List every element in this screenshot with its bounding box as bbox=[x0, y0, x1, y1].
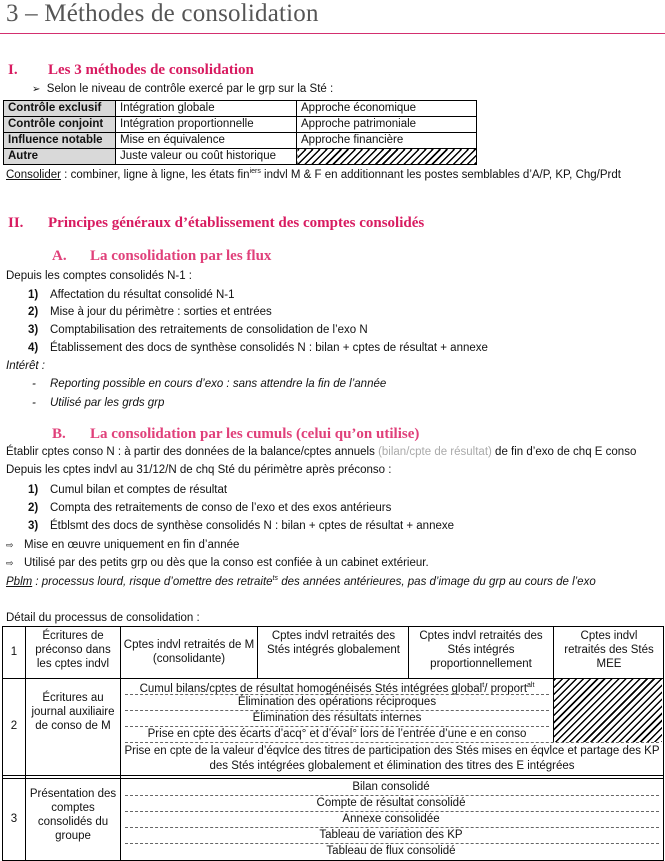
hatched-cell bbox=[554, 679, 662, 742]
list-text: Utilisé par des petits grp ou dès que la conso est confiée à un cabinet extérieur. bbox=[24, 557, 429, 569]
approach-cell: Approche économique bbox=[297, 101, 477, 117]
row-divider bbox=[3, 775, 663, 776]
arrow-bullet-icon: ➢ bbox=[32, 84, 41, 95]
pblm-sup: ts bbox=[272, 575, 278, 582]
pblm-line bbox=[6, 575, 596, 588]
list-number: 2) bbox=[28, 306, 39, 318]
section-1-bullet bbox=[32, 83, 333, 95]
header-mother: Cptes indvl retraités de M (consolidante) bbox=[123, 639, 255, 665]
list-item bbox=[28, 484, 227, 496]
list-item bbox=[6, 539, 239, 551]
subsection-a-title: La consolidation par les flux bbox=[90, 248, 272, 264]
header-mee: Cptes indvl retraités des Stés MEE bbox=[564, 630, 654, 670]
col-divider bbox=[408, 627, 409, 678]
row2-sup: t bbox=[482, 682, 485, 689]
list-item bbox=[28, 502, 391, 514]
list-item bbox=[28, 324, 368, 336]
row2-line-text: / proport bbox=[484, 682, 528, 695]
table-row bbox=[4, 149, 477, 165]
header-proportional: Cptes indvl retraités des Stés intégrés proportionnellement bbox=[419, 630, 543, 670]
method-cell: Intégration proportionnelle bbox=[116, 117, 297, 133]
row2-line-text: Cumul bilans/cptes de résultat homogénéisés Stés intégrées global bbox=[139, 682, 483, 695]
list-text: Cumul bilan et comptes de résultat bbox=[50, 484, 228, 496]
list-text: Reporting possible en cours d’exo : sans attendre la fin de l’année bbox=[50, 378, 387, 390]
consolider-definition bbox=[6, 168, 621, 181]
subsection-b-number: B. bbox=[52, 426, 66, 442]
consolider-sup: iers bbox=[249, 168, 261, 175]
table-row bbox=[4, 133, 477, 149]
row-divider bbox=[3, 778, 663, 779]
list-number: 1) bbox=[28, 289, 39, 301]
list-item bbox=[32, 397, 164, 409]
consolider-label: Consolider bbox=[6, 168, 61, 181]
page-title: 3 – Méthodes de consolidation bbox=[6, 0, 319, 27]
title-underline bbox=[0, 33, 665, 34]
subsection-b-title: La consolidation par les cumuls (celui qu’on utilise) bbox=[90, 426, 420, 442]
process-table bbox=[2, 626, 664, 861]
dash-bullet: - bbox=[32, 397, 36, 409]
row2-sup: alt bbox=[527, 682, 535, 689]
row-number: 2 bbox=[10, 720, 18, 732]
list-number: 4) bbox=[28, 342, 39, 354]
row2-label: Écritures au journal auxiliaire de conso de M bbox=[31, 692, 115, 732]
method-cell: Juste valeur ou coût historique bbox=[116, 149, 297, 165]
section-1-bullet-text: Selon le niveau de contrôle exercé par le grp sur la Sté : bbox=[46, 83, 334, 95]
row3-label: Présentation des comptes consolidés du groupe bbox=[29, 788, 117, 842]
header-preconso: Écritures de préconso dans les cptes indvl bbox=[35, 630, 111, 670]
dashed-separator bbox=[125, 742, 659, 743]
approach-cell: Approche financière bbox=[297, 133, 477, 149]
section-1-heading bbox=[8, 62, 254, 79]
row3-line: Annexe consolidée bbox=[342, 813, 440, 825]
arrow-right-icon: ⇨ bbox=[6, 558, 14, 568]
row3-line: Bilan consolidé bbox=[352, 781, 430, 793]
row3-line: Tableau de variation des KP bbox=[319, 829, 463, 841]
cumuls-line-2: Depuis les cptes indvl au 31/12/N de chq Sté du périmètre après préconso : bbox=[6, 464, 392, 476]
consolider-text-b: indvl M & F en additionnant les postes semblables d’A/P, KP, Chg/Prdt bbox=[260, 168, 621, 181]
list-item bbox=[32, 378, 386, 390]
list-number: 3) bbox=[28, 324, 39, 336]
list-text: Mise en œuvre uniquement en fin d’année bbox=[24, 539, 240, 551]
list-text: Compta des retraitements de conso de l’exo et des exos antérieurs bbox=[50, 502, 392, 514]
section-2-title: Principes généraux d’établissement des comptes consolidés bbox=[48, 215, 425, 231]
control-type-cell: Contrôle exclusif bbox=[4, 101, 116, 117]
arrow-right-icon: ⇨ bbox=[6, 540, 14, 550]
table-row bbox=[4, 101, 477, 117]
list-item bbox=[28, 520, 454, 532]
list-item bbox=[28, 289, 235, 301]
list-number: 2) bbox=[28, 502, 39, 514]
pblm-label: Pblm bbox=[6, 575, 33, 588]
list-item bbox=[28, 306, 272, 318]
subsection-a-heading bbox=[52, 248, 271, 265]
control-type-cell: Contrôle conjoint bbox=[4, 117, 116, 133]
row2-line: Élimination des résultats internes bbox=[252, 712, 422, 724]
section-1-title: Les 3 méthodes de consolidation bbox=[48, 62, 254, 78]
method-cell: Intégration globale bbox=[116, 101, 297, 117]
row-number: 3 bbox=[10, 813, 18, 825]
list-text: Affectation du résultat consolidé N-1 bbox=[50, 289, 235, 301]
detail-title: Détail du processus de consolidation : bbox=[6, 612, 200, 624]
header-global: Cptes indvl retraités des Stés intégrés globalement bbox=[267, 630, 400, 656]
list-item bbox=[28, 342, 488, 354]
pblm-text-b: des années antérieures, pas d’image du grp au cours de l’exo bbox=[278, 575, 596, 588]
row2-last-line: Prise en cpte de la valeur d’éqvlce des titres de participation des Stés mises en éqvlce et partage des KP des Stés intégrées globalement et élimination des titres des E intégrées bbox=[124, 745, 660, 772]
list-number: 1) bbox=[28, 484, 39, 496]
interet-label: Intérêt : bbox=[6, 360, 45, 372]
col-divider bbox=[553, 627, 554, 678]
col-divider bbox=[25, 627, 26, 860]
consolider-text-a: : combiner, ligne à ligne, les états fin bbox=[60, 168, 250, 181]
hatched-cell bbox=[297, 149, 477, 165]
control-type-cell: Autre bbox=[4, 149, 116, 165]
list-text: Étblsmt des docs de synthèse consolidés N : bilan + cptes de résultat + annexe bbox=[50, 520, 455, 532]
row3-line: Tableau de flux consolidé bbox=[326, 845, 456, 857]
subsection-a-number: A. bbox=[52, 248, 67, 264]
row2-line: Prise en cpte des écarts d’acq° et d’éval° lors de l’entrée d’une e en conso bbox=[147, 728, 527, 740]
method-cell: Mise en équivalence bbox=[116, 133, 297, 149]
list-number: 3) bbox=[28, 520, 39, 532]
control-type-cell: Influence notable bbox=[4, 133, 116, 149]
list-text: Comptabilisation des retraitements de consolidation de l’exo N bbox=[50, 324, 368, 336]
col-divider bbox=[257, 627, 258, 678]
cumuls-text-a: Établir cptes conso N : à partir des données de la balance/cptes annuels bbox=[6, 446, 379, 458]
flux-intro: Depuis les comptes consolidés N-1 : bbox=[6, 270, 192, 282]
cumuls-grey-text: (bilan/cpte de résultat) bbox=[378, 446, 492, 458]
section-2-number: II. bbox=[8, 215, 24, 231]
row3-line: Compte de résultat consolidé bbox=[316, 797, 466, 809]
col-divider bbox=[120, 627, 121, 678]
list-text: Mise à jour du périmètre : sorties et entrées bbox=[50, 306, 272, 318]
control-methods-table bbox=[3, 100, 477, 165]
dash-bullet: - bbox=[32, 378, 36, 390]
list-text: Utilisé par les grds grp bbox=[50, 397, 165, 409]
section-2-heading bbox=[8, 215, 424, 232]
cumuls-line-1 bbox=[6, 446, 636, 458]
list-text: Établissement des docs de synthèse consolidés N : bilan + cptes de résultat + annexe bbox=[50, 342, 488, 354]
table-row bbox=[4, 117, 477, 133]
list-item bbox=[6, 557, 429, 569]
row2-line: Élimination des opérations réciproques bbox=[237, 696, 437, 708]
cumuls-text-b: de fin d’exo de chq E conso bbox=[491, 446, 637, 458]
approach-cell: Approche patrimoniale bbox=[297, 117, 477, 133]
row-number: 1 bbox=[10, 646, 18, 658]
pblm-text-a: : processus lourd, risque d’omettre des retraite bbox=[32, 575, 273, 588]
subsection-b-heading bbox=[52, 426, 419, 443]
section-1-number: I. bbox=[8, 62, 18, 78]
